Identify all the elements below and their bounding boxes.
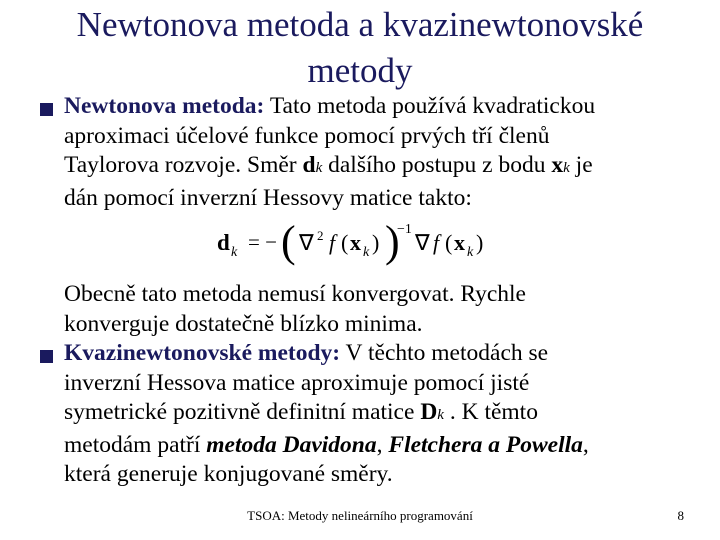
slide-title [0,2,720,94]
formula-right-paren: ) [385,217,400,266]
bullet-square-icon [40,350,53,363]
emphasis-fletcher-powell: Fletchera a Powella [388,431,583,458]
subscript-k: k [563,160,570,176]
slide-footer: TSOA: Metody nelineárního programování [247,508,473,523]
text: je [569,152,593,178]
text: Taylorova rozvoje. Směr [64,152,303,178]
formula-f2: f [433,230,440,255]
text: Tato metoda používá kvadratickou [264,93,596,119]
bullet-line: aproximaci účelové funkce pomocí prvých tří členů [64,122,550,149]
formula-d-sub: k [231,245,238,260]
formula-x: x [350,230,361,255]
page-number: 8 [677,508,684,523]
bullet-square-icon [40,103,53,116]
formula-nabla: ∇ [415,230,430,255]
formula-x2: x [454,230,465,255]
formula-nabla2: ∇ [299,230,314,255]
formula-eq: = − [248,230,277,254]
bullet-line [64,92,704,122]
subscript-k: k [315,160,323,176]
symbol-d: d [302,152,316,178]
bullet-line [64,398,704,431]
formula-close2: ) [476,230,484,255]
title-line-2: metody [307,51,413,90]
formula-close: ) [372,230,380,255]
symbol-D: D [420,399,438,425]
symbol-x: x [551,152,564,178]
bullet-line: dán pomocí inverzní Hessovy matice takto: [64,184,472,211]
text: symetrické pozitivně definitní matice [64,399,421,425]
formula-x2-sub: k [467,245,474,260]
bullet-newton [64,92,704,213]
bullet-line [64,151,704,184]
bullet-line [64,431,704,461]
text: metodám patří [64,431,207,458]
bullet-line [64,339,704,369]
paragraph-line: Obecně tato metoda nemusí konvergovat. Rychle [64,281,526,307]
text: , [582,431,589,458]
formula-open2: ( [445,230,453,255]
bullet-quasinewton [64,339,704,490]
text: V těchto metodách se [340,340,549,366]
emphasis-davidon: metoda Davidona [206,431,377,458]
bullet-line: inverzní Hessova matice aproximuje pomocí jisté [64,369,530,396]
title-line-1: Newtonova metoda a kvazinewtonovské [76,5,644,44]
formula-left-paren: ( [281,217,296,266]
keyword-quasinewton: Kvazinewtonovské metody: [64,340,341,366]
formula-d: d [217,230,230,255]
keyword-newton: Newtonova metoda: [64,93,265,119]
text: . K těmto [443,399,538,425]
formula-exp2: 2 [317,228,324,243]
text: dalšího postupu z bodu [322,152,552,178]
formula-f: f [329,230,336,255]
paragraph-line: konverguje dostatečně blízko minima. [64,310,423,337]
formula-open: ( [341,230,349,255]
formula-inv: −1 [397,222,412,237]
formula-x-sub: k [363,245,370,260]
paragraph-convergence [64,280,704,339]
newton-direction-formula [215,216,515,266]
bullet-line: která generuje konjugované směry. [64,461,393,487]
subscript-k: k [437,407,444,423]
text: , [376,431,389,458]
